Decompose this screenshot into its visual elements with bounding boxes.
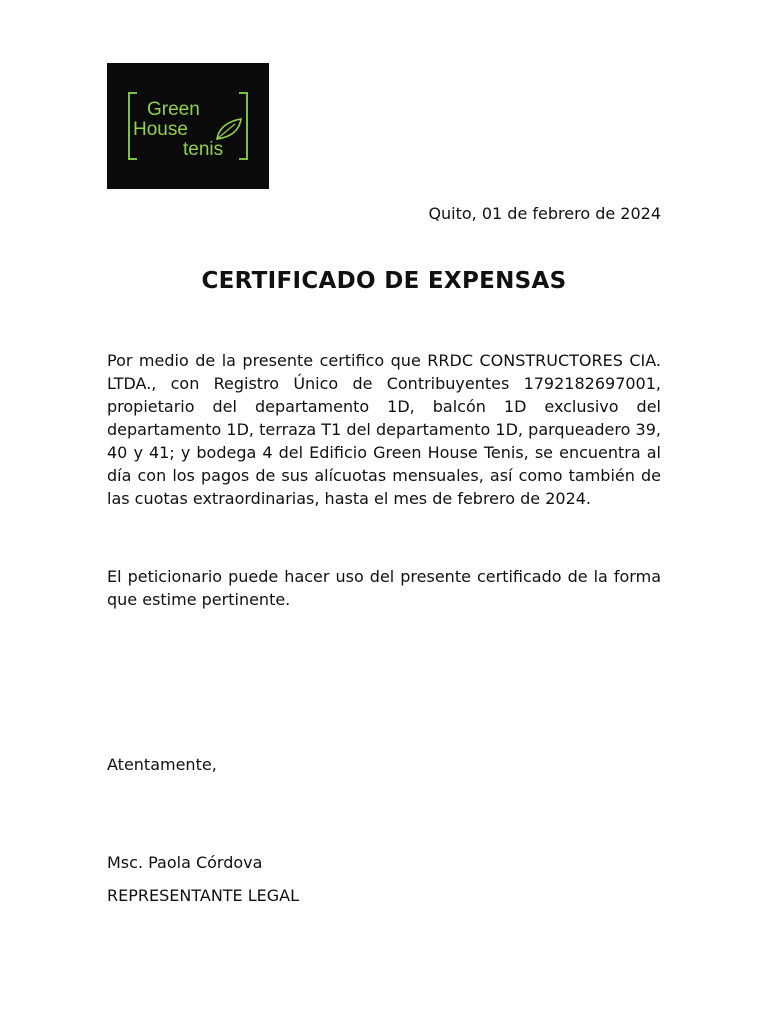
closing-salutation: Atentamente, [107, 755, 217, 774]
logo-text-line1: Green [147, 99, 200, 120]
document-title: CERTIFICADO DE EXPENSAS [201, 268, 567, 294]
logo-text-line3: tenis [183, 139, 224, 160]
company-logo [107, 63, 269, 189]
signer-role: REPRESENTANTE LEGAL [107, 886, 300, 905]
signer-name: Msc. Paola Córdova [107, 853, 263, 872]
usage-paragraph: El peticionario puede hacer uso del presente certificado de la forma que estime pertinente. [107, 567, 661, 609]
logo-text-line2: House [133, 119, 188, 140]
logo-graphic [107, 63, 269, 189]
certificate-body-paragraph: Por medio de la presente certifico que RRDC CONSTRUCTORES CIA. LTDA., con Registro Único de Contribuyentes 1792182697001, propietario del departamento 1D, balcón 1D exclusivo del departamento 1D, terraza T1 del departamento 1D, parqueadero 39, 40 y 41; y bodega 4 del Edificio Green House Tenis, se encuentra al día con los pagos de sus alícuotas mensuales, así como también de las cuotas extraordinarias, hasta el mes de febrero de 2024. [107, 351, 661, 508]
document-date: Quito, 01 de febrero de 2024 [428, 204, 661, 223]
leaf-icon [217, 119, 241, 139]
